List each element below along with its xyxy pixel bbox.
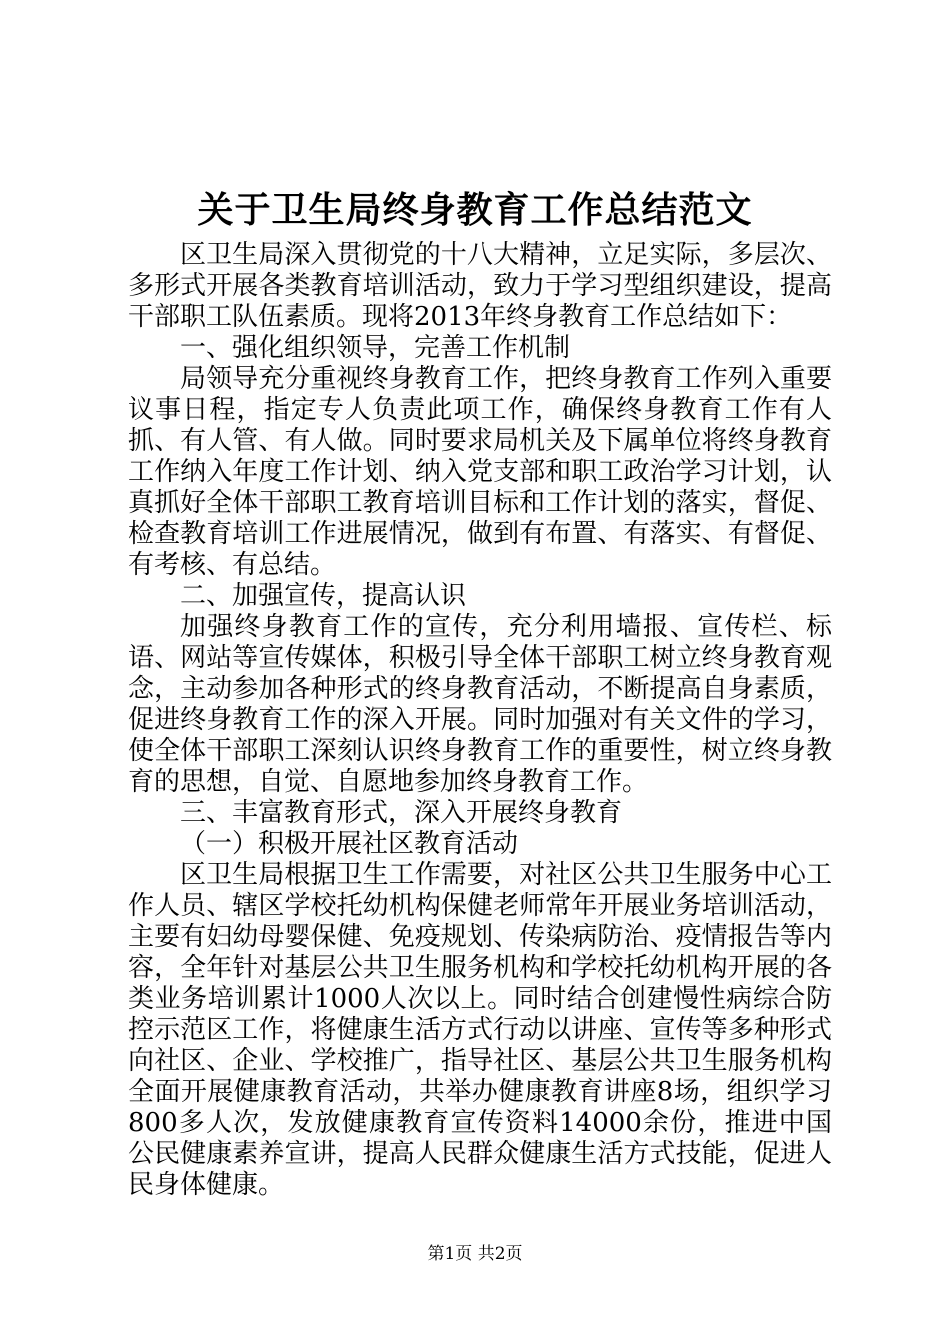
paragraph-section-2: 加强终身教育工作的宣传，充分利用墙报、宣传栏、标语、网站等宣传媒体，积极引导全体干部职工树立终身教育观念，主动参加各种形式的终身教育活动，不断提高自身素质，促进终身教育工作的深入开展。同时加强对有关文件的学习，使全体干部职工深刻认识终身教育工作的重要性，树立终身教育的思想，自觉、自愿地参加终身教育工作。 xyxy=(128,612,832,797)
paragraph-subsection-3-1: 区卫生局根据卫生工作需要，对社区公共卫生服务中心工作人员、辖区学校托幼机构保健老师常年开展业务培训活动，主要有妇幼母婴保健、免疫规划、传染病防治、疫情报告等内容，全年针对基层公共卫生服务机构和学校托幼机构开展的各类业务培训累计1000人次以上。同时结合创建慢性病综合防控示范区工作，将健康生活方式行动以讲座、宣传等多种形式向社区、企业、学校推广，指导社区、基层公共卫生服务机构全面开展健康教育活动，共举办健康教育讲座8场，组织学习800多人次，发放健康教育宣传资料14000余份，推进中国公民健康素养宣讲，提高人民群众健康生活方式技能，促进人民身体健康。 xyxy=(128,860,832,1200)
section-heading-1: 一、强化组织领导，完善工作机制 xyxy=(180,333,571,363)
document-title: 关于卫生局终身教育工作总结范文 xyxy=(197,189,753,231)
subsection-heading-3-1: （一）积极开展社区教育活动 xyxy=(180,829,519,859)
paragraph-section-1: 局领导充分重视终身教育工作，把终身教育工作列入重要议事日程，指定专人负责此项工作，确保终身教育工作有人抓、有人管、有人做。同时要求局机关及下属单位将终身教育工作纳入年度工作计划、纳入党支部和职工政治学习计划，认真抓好全体干部职工教育培训目标和工作计划的落实，督促、检查教育培训工作进展情况，做到有布置、有落实、有督促、有考核、有总结。 xyxy=(128,364,832,580)
section-heading-3: 三、丰富教育形式，深入开展终身教育 xyxy=(180,798,623,828)
section-heading-2: 二、加强宣传，提高认识 xyxy=(180,581,467,611)
page-footer: 第1页 共2页 xyxy=(427,1244,523,1264)
document-body xyxy=(128,240,832,1201)
paragraph-intro: 区卫生局深入贯彻党的十八大精神，立足实际，多层次、多形式开展各类教育培训活动，致力于学习型组织建设，提高干部职工队伍素质。现将2013年终身教育工作总结如下： xyxy=(128,240,832,332)
